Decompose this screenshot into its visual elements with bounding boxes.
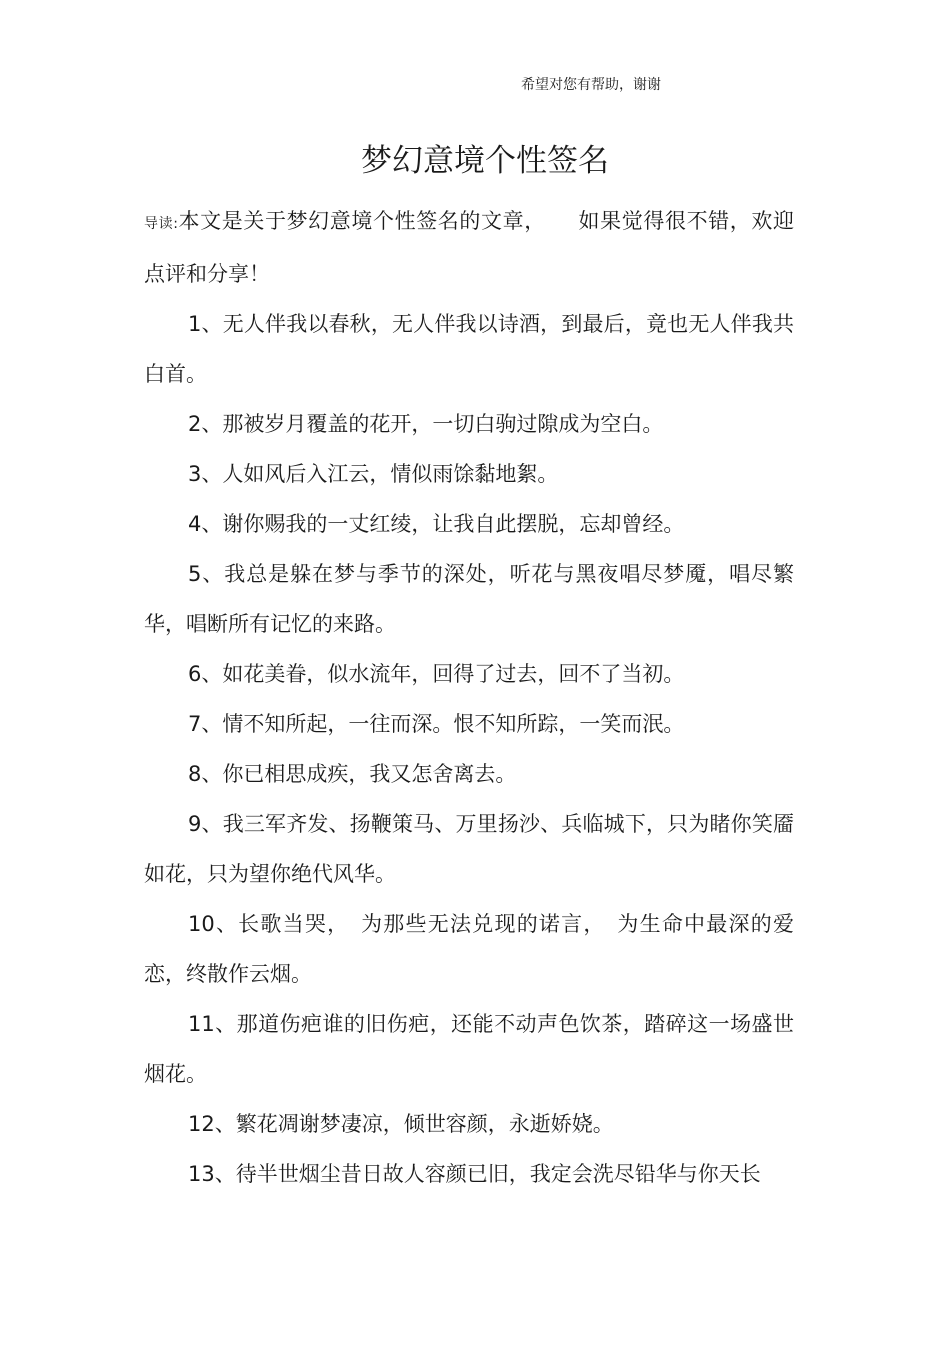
signature-item-7: 7、情不知所起，一往而深。恨不知所踪，一笑而泯。 <box>188 712 685 736</box>
signature-item-10: 10、长歌当哭， 为那些无法兑现的诺言， 为生命中最深的爱恋，终散作云烟。 <box>144 912 794 986</box>
signature-item-4: 4、谢你赐我的一丈红绫，让我自此摆脱，忘却曾经。 <box>188 512 685 536</box>
document-title: 梦幻意境个性签名 <box>361 143 609 179</box>
signature-item-6: 6、如花美眷，似水流年，回得了过去，回不了当初。 <box>188 662 685 686</box>
intro-text: 本文是关于梦幻意境个性签名的文章， 如果觉得很不错，欢迎点评和分享！ <box>144 209 795 286</box>
signature-item-1: 1、无人伴我以春秋，无人伴我以诗酒，到最后，竟也无人伴我共白首。 <box>144 312 794 386</box>
signature-item-2: 2、那被岁月覆盖的花开，一切白驹过隙成为空白。 <box>188 412 664 436</box>
signature-item-12: 12、繁花凋谢梦凄凉，倾世容颜，永逝娇娆。 <box>188 1112 614 1136</box>
signature-item-9: 9、我三军齐发、扬鞭策马、万里扬沙、兵临城下，只为睹你笑靥如花，只为望你绝代风华。 <box>144 812 794 886</box>
intro-paragraph <box>144 196 794 299</box>
signature-item-11: 11、那道伤疤谁的旧伤疤，还能不动声色饮茶，踏碎这一场盛世烟花。 <box>144 1012 794 1086</box>
signature-item-8: 8、你已相思成疾，我又怎舍离去。 <box>188 762 517 786</box>
intro-label: 导读: <box>144 216 178 232</box>
signature-item-5: 5、我总是躲在梦与季节的深处，听花与黑夜唱尽梦魇，唱尽繁华，唱断所有记忆的来路。 <box>144 562 794 636</box>
header-note: 希望对您有帮助，谢谢 <box>521 77 661 93</box>
signature-item-13: 13、待半世烟尘昔日故人容颜已旧，我定会洗尽铅华与你天长 <box>188 1162 761 1186</box>
signature-item-3: 3、人如风后入江云，情似雨馀黏地絮。 <box>188 462 559 486</box>
document-body <box>144 196 794 1199</box>
